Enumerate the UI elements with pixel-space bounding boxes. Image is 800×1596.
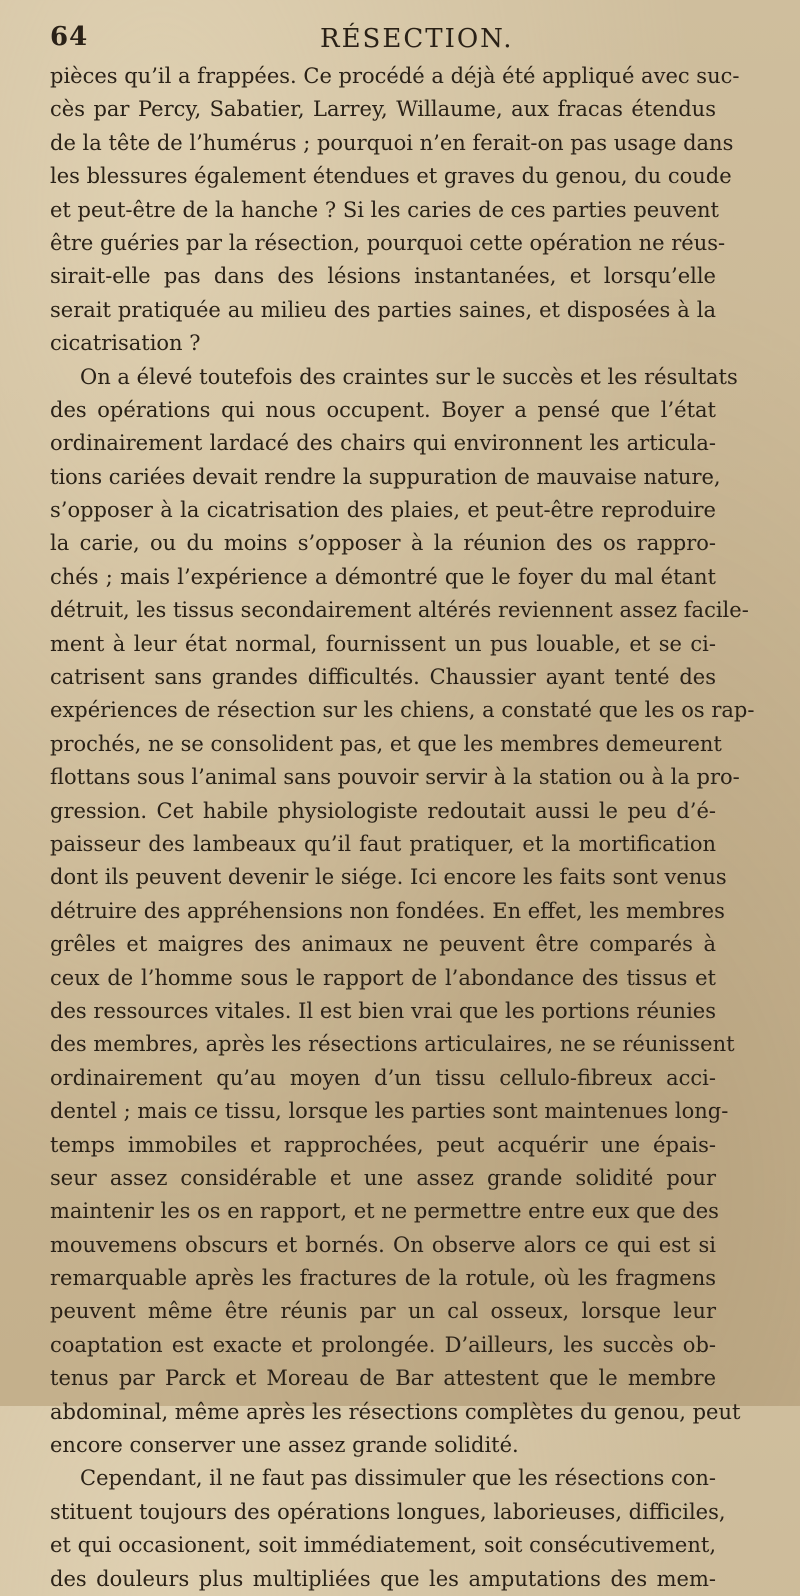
text-line: tenus par Parck et Moreau de Bar attestent que le membre (50, 1366, 716, 1391)
text-line: dentel ; mais ce tissu, lorsque les parties sont maintenues long- (50, 1099, 729, 1124)
text-line: les blessures également étendues et graves du genou, du coude (50, 164, 732, 189)
text-line: de la tête de l’humérus ; pourquoi n’en ferait-on pas usage dans (50, 130, 734, 155)
text-line: maintenir les os en rapport, et ne permettre entre eux que des (50, 1199, 719, 1224)
text-line: paisseur des lambeaux qu’il faut pratiquer, et la mortification (50, 831, 716, 856)
running-title: RÉSECTION. (320, 24, 514, 54)
text-line: et peut-être de la hanche ? Si les caries de ces parties peuvent (50, 197, 719, 222)
text-line: sirait-elle pas dans des lésions instantanées, et lorsqu’elle (50, 264, 716, 289)
text-line: mouvemens obscurs et bornés. On observe alors ce qui est si (50, 1232, 716, 1257)
text-line: s’opposer à la cicatrisation des plaies, et peut-être reproduire (50, 498, 716, 523)
text-line: des opérations qui nous occupent. Boyer a pensé que l’état (50, 397, 716, 422)
text-line: des ressources vitales. Il est bien vrai que les portions réunies (50, 998, 716, 1023)
text-line: cicatrisation ? (50, 331, 201, 356)
text-line: remarquable après les fractures de la rotule, où les fragmens (50, 1266, 716, 1291)
text-line: grêles et maigres des animaux ne peuvent être comparés à (50, 932, 716, 957)
text-line: des douleurs plus multipliées que les amputations des mem- (50, 1566, 716, 1591)
text-line: Cependant, il ne faut pas dissimuler que les résections con- (80, 1466, 716, 1491)
running-head (50, 16, 750, 56)
text-line: détruit, les tissus secondairement altérés reviennent assez facile- (50, 598, 749, 623)
text-line: cès par Percy, Sabatier, Larrey, Willaume, aux fracas étendus (50, 97, 716, 122)
text-line: et qui occasionent, soit immédiatement, soit consécutivement, (50, 1533, 716, 1558)
paragraph (50, 60, 740, 361)
text-line: temps immobiles et rapprochées, peut acquérir une épais- (50, 1132, 716, 1157)
text-line: serait pratiquée au milieu des parties saines, et disposées à la (50, 297, 716, 322)
text-line: catrisent sans grandes difficultés. Chaussier ayant tenté des (50, 665, 716, 690)
text-line: ment à leur état normal, fournissent un pus louable, et se ci- (50, 631, 716, 656)
text-line: flottans sous l’animal sans pouvoir servir à la station ou à la pro- (50, 765, 740, 790)
paragraph (50, 361, 755, 1463)
text-line: ordinairement qu’au moyen d’un tissu cellulo-fibreux acci- (50, 1065, 716, 1090)
text-line: détruire des appréhensions non fondées. En effet, les membres (50, 898, 725, 923)
text-line: encore conserver une assez grande solidité. (50, 1433, 519, 1458)
text-line: stituent toujours des opérations longues, laborieuses, difficiles, (50, 1499, 726, 1524)
text-line: abdominal, même après les résections complètes du genou, peut (50, 1399, 741, 1424)
text-line: la carie, ou du moins s’opposer à la réunion des os rappro- (50, 531, 716, 556)
text-line: ceux de l’homme sous le rapport de l’abondance des tissus et (50, 965, 716, 990)
text-line: peuvent même être réunis par un cal osseux, lorsque leur (50, 1299, 716, 1324)
text-line: des membres, après les résections articulaires, ne se réunissent (50, 1032, 735, 1057)
text-line: pièces qu’il a frappées. Ce procédé a déjà été appliqué avec suc- (50, 64, 740, 88)
text-line: prochés, ne se consolident pas, et que les membres demeurent (50, 731, 722, 756)
text-line: seur assez considérable et une assez grande solidité pour (50, 1165, 716, 1190)
paragraph (50, 1462, 726, 1596)
text-line: être guéries par la résection, pourquoi cette opération ne réus- (50, 230, 726, 255)
text-line: expériences de résection sur les chiens, a constaté que les os rap- (50, 698, 755, 723)
text-line: coaptation est exacte et prolongée. D’ailleurs, les succès ob- (50, 1332, 716, 1357)
text-line: chés ; mais l’expérience a démontré que le foyer du mal étant (50, 564, 716, 589)
body-text (50, 60, 755, 1596)
text-line: gression. Cet habile physiologiste redoutait aussi le peu d’é- (50, 798, 716, 823)
text-line: ordinairement lardacé des chairs qui environnent les articula- (50, 431, 716, 456)
text-line: On a élevé toutefois des craintes sur le succès et les résultats (80, 364, 738, 389)
page-number: 64 (50, 22, 89, 52)
text-line: tions cariées devait rendre la suppuration de mauvaise nature, (50, 464, 721, 489)
text-line: dont ils peuvent devenir le siége. Ici encore les faits sont venus (50, 865, 727, 890)
